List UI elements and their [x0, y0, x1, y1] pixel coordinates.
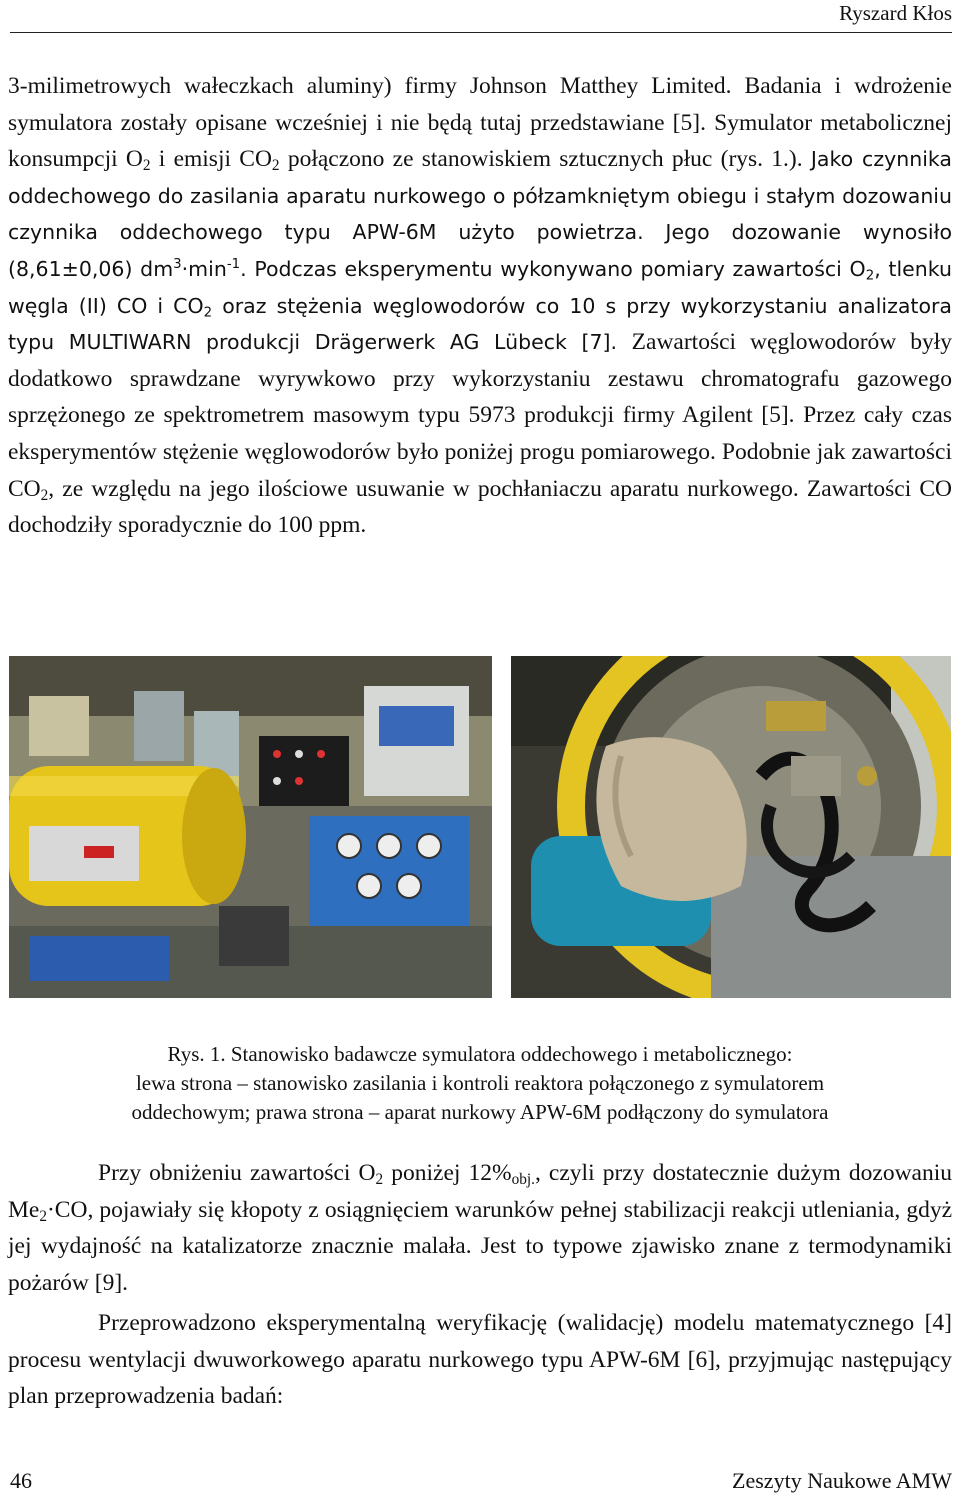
photo-left-illustration — [9, 656, 492, 998]
p1-text-g: Podczas eksperymentu wykonywano pomiary zawartości O — [254, 256, 866, 281]
figure-photo-left-test-stand — [9, 656, 492, 998]
running-header-author: Ryszard Kłos — [839, 1, 952, 25]
journal-name: Zeszyty Naukowe AMW — [732, 1468, 952, 1493]
header-rule — [10, 32, 952, 33]
p1-text-d: Jako czynnika oddechowego do zasilania aparatu nurkowego o półzamkniętym obiegu i stałym dozowaniu czynnika oddechowego typu APW-6M użyto powietrza. Jego dozowanie wynosiło (8,61±0,06) dm — [8, 147, 952, 281]
p1-sans-run — [8, 147, 952, 354]
body-paragraph-3: Przeprowadzono eksperymentalną weryfikację (walidację) modelu matematycznego [4] procesu wentylacji dwuworkowego aparatu nurkowego typu APW-6M [6], przyjmując następujący plan przeprowadzenia badań: — [8, 1310, 952, 1410]
photo-right-illustration — [511, 656, 951, 998]
page-number: 46 — [10, 1468, 32, 1493]
p1-sub-j: 2 — [40, 486, 49, 504]
p1-text-f: . — [240, 256, 255, 281]
caption-line-3: oddechowym; prawa strona – aparat nurkowy APW-6M podłączony do symulatora — [131, 1100, 829, 1124]
p1-text-j: Zawartości węglowodorów były dodatkowo sprawdzane wyrywkowo przy wykorzystaniu zestawu chromatografu gazowego sprzężonego ze spektrometrem masowym typu 5973 produkcji firmy Agilent [5]. Przez cały czas eksperymentów stężenie węglowodorów było poniżej progu pomiarowego. Podobnie jak zawartości CO — [8, 329, 953, 502]
caption-line-2: lewa strona – stanowisko zasilania i kontroli reaktora połączonego z symulatorem — [135, 1071, 825, 1095]
p1-text-a: 3-milimetrowych wałeczkach aluminy) firmy Johnson Matthey Limited. Badania i wdrożenie symulatora zostały opisane wcześniej i nie będą tutaj przedstawiane [5]. Symulator metabolicznej konsumpcji O — [8, 73, 952, 173]
p1-text-c: połączono ze stanowiskiem sztucznych płuc (rys. 1.). — [279, 146, 811, 173]
p2-sub-b: obj. — [511, 1170, 535, 1188]
p1-sub-g: 2 — [865, 268, 875, 284]
p1-sub-b: 2 — [271, 157, 280, 174]
figure-photo-right-diving-apparatus — [511, 656, 951, 998]
body-paragraph-2 — [8, 1155, 952, 1301]
p2-sub-c: 2 — [39, 1207, 47, 1225]
p2-text-b: poniżej 12% — [383, 1160, 512, 1186]
p1-sub-a: 2 — [142, 157, 151, 174]
p1-sup-e: -1 — [226, 256, 241, 272]
p1-sub-h: 2 — [203, 304, 213, 320]
p1-text-h: , tlenku węgla (II) CO i CO — [8, 256, 952, 318]
p1-text-e: ·min — [181, 256, 227, 281]
p2-text-d: ·CO, pojawiały się kłopoty z osiągnięciem warunków pełnej stabilizacji reakcji utleniania, gdyż jej wydajność na katalizatorze znacznie malała. Jest to typowe zjawisko znane z termodynamiki pożarów [9]. — [8, 1196, 952, 1296]
p1-text-k: , ze względu na jego ilościowe usuwanie w pochłaniaczu aparatu nurkowego. Zawartości CO dochodziły sporadycznie do 100 ppm. — [8, 475, 952, 539]
p2-sub-a: 2 — [375, 1170, 384, 1188]
p1-text-b: i emisji CO — [150, 146, 272, 173]
body-paragraph-1 — [8, 68, 952, 544]
p1-sup-d: 3 — [173, 256, 182, 272]
p2-text-a: Przy obniżeniu zawartości O — [98, 1160, 376, 1186]
figure-caption — [0, 1040, 960, 1127]
p2-text-c: , czyli przy dostatecznie dużym dozowaniu Me — [8, 1160, 952, 1223]
caption-line-1: Rys. 1. Stanowisko badawcze symulatora oddechowego i metabolicznego: — [167, 1042, 793, 1066]
p1-text-i: oraz stężenia węglowodorów co 10 s przy wykorzystaniu analizatora typu MULTIWARN produkcji Drägerwerk AG Lübeck [7]. — [8, 293, 952, 355]
